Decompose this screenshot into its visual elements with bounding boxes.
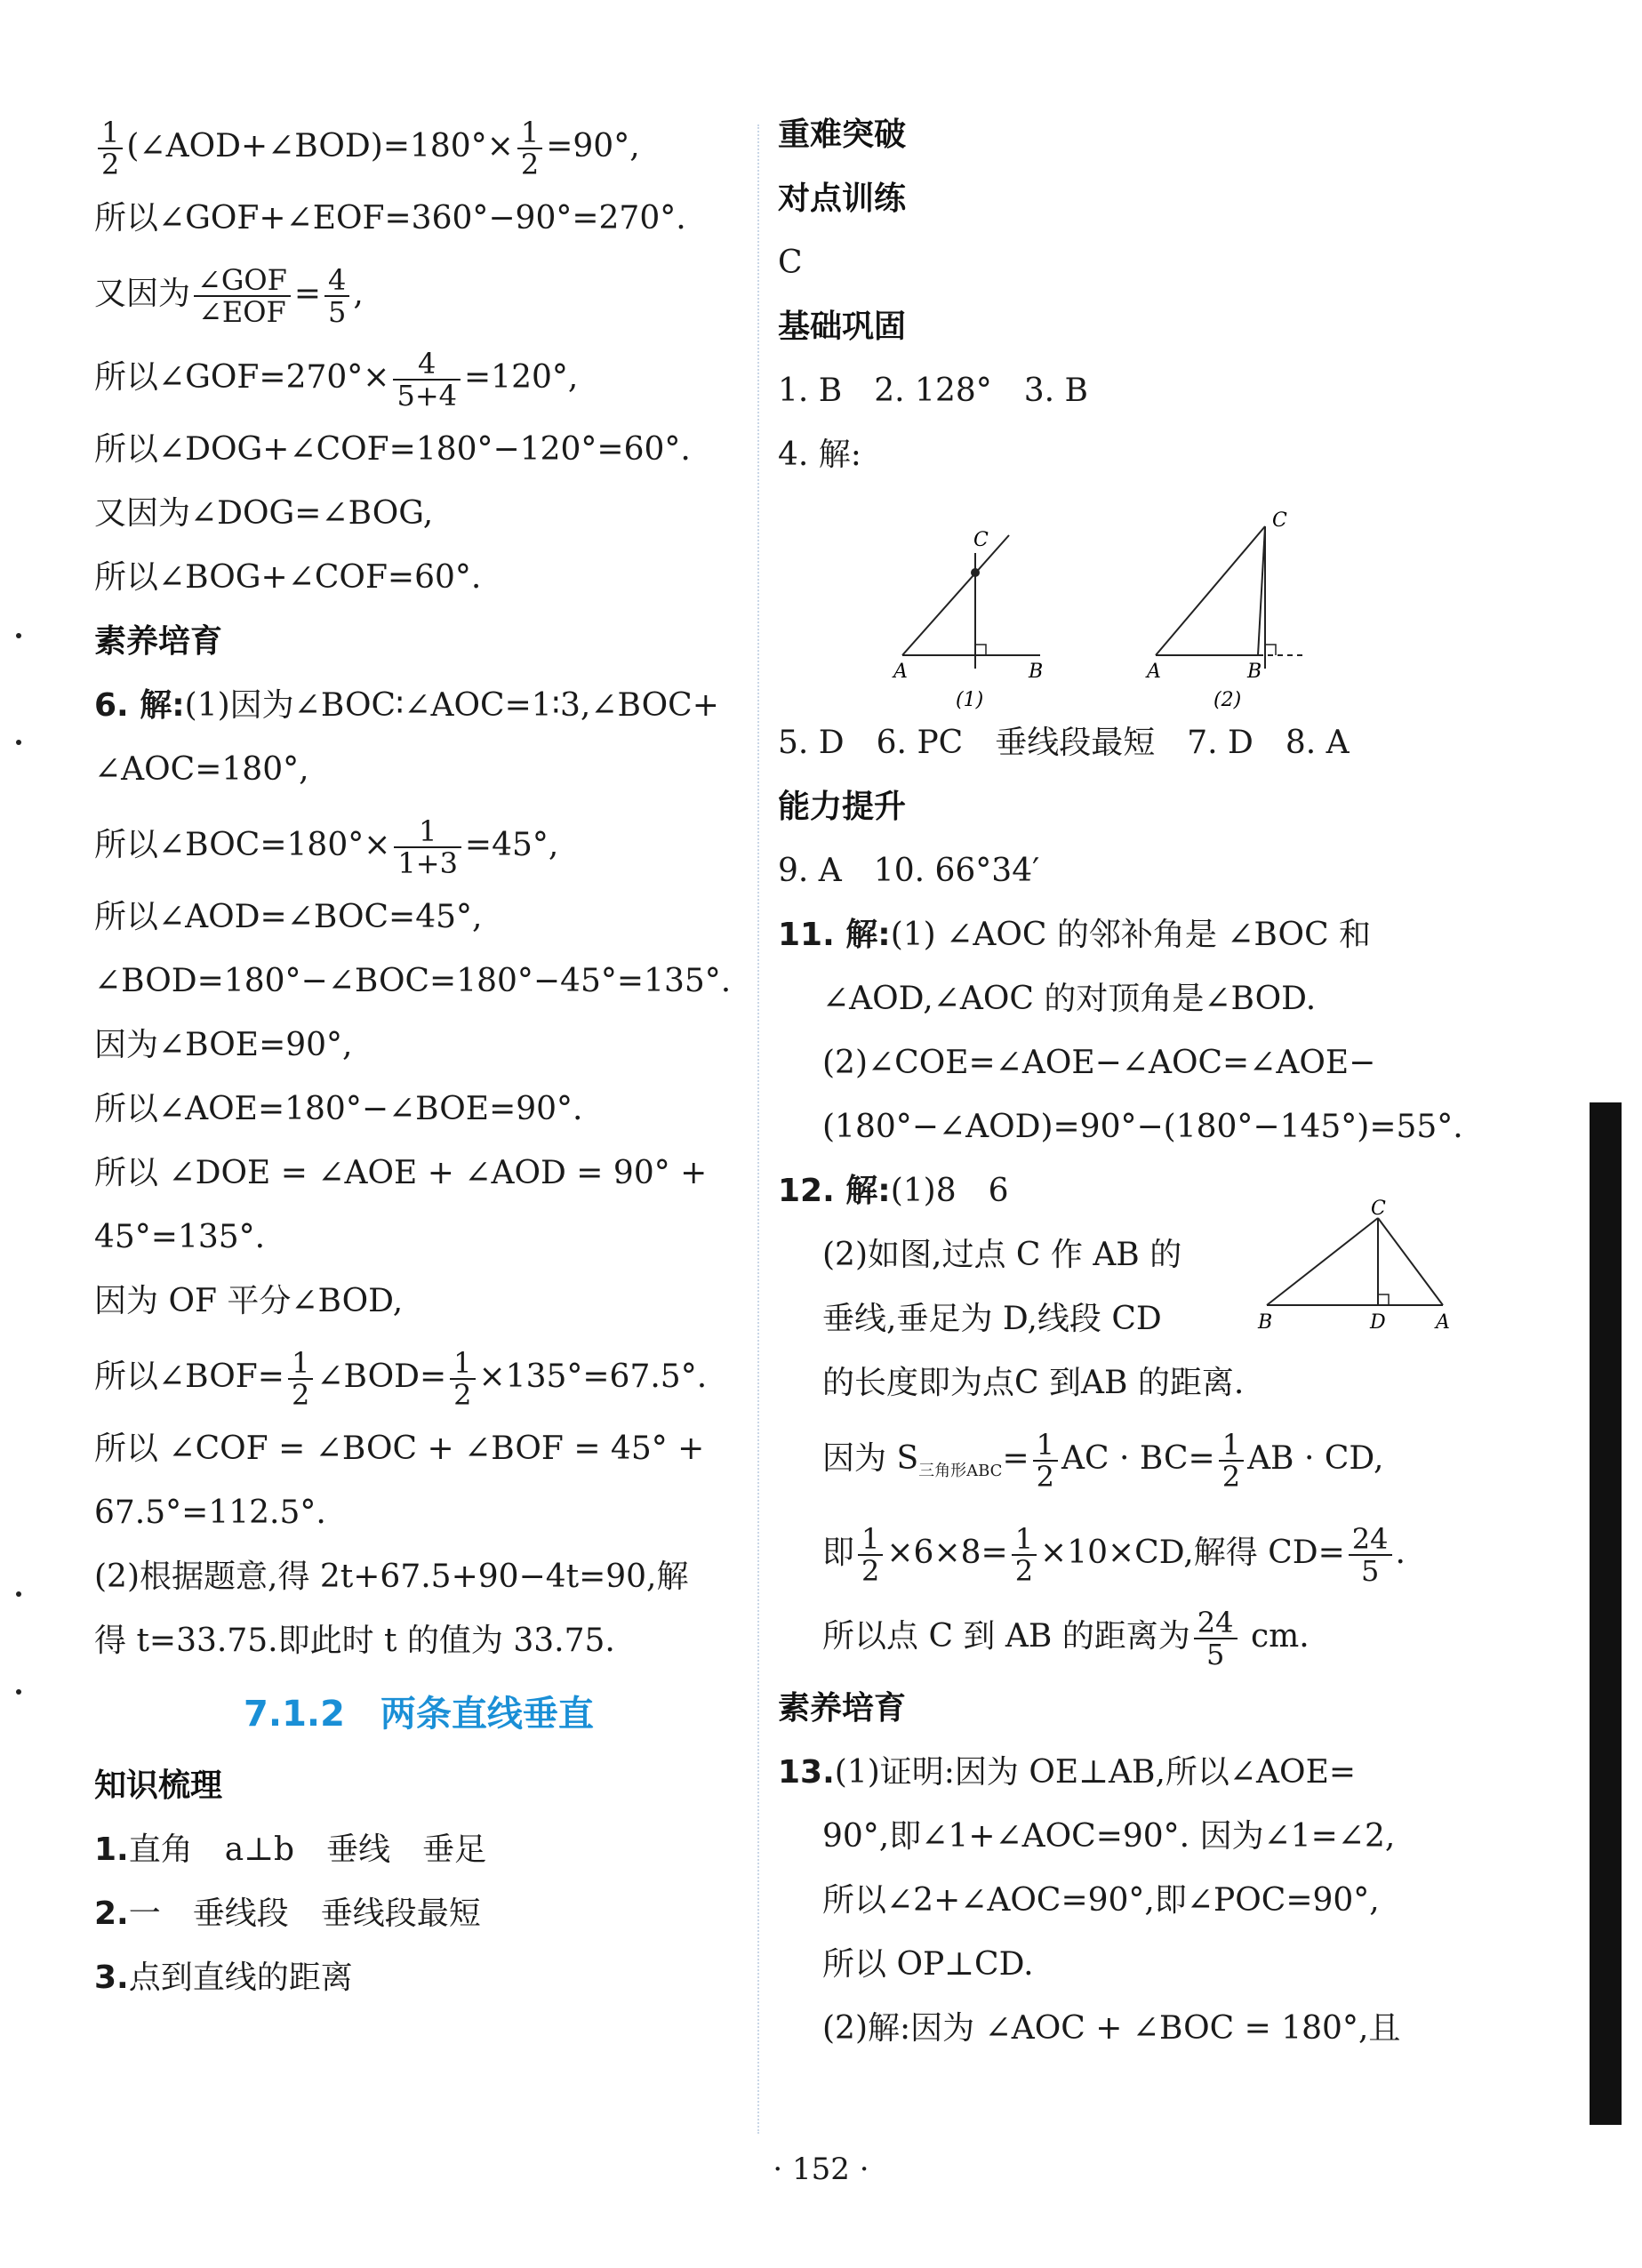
text-line: 90°,即∠1+∠AOC=90°. 因为∠1=∠2, — [822, 1818, 1396, 1855]
left-column — [94, 116, 743, 2023]
fraction: $\frac{1}{2}$ — [1012, 1524, 1037, 1586]
text-line: C — [778, 244, 803, 281]
text-line: 所以 ∠COF = ∠BOC + ∠BOF = 45° + — [94, 1431, 705, 1467]
text-line: 9. A 10. 66°34′ — [778, 853, 1040, 889]
text-line: 所以 OP⊥CD. — [822, 1946, 1034, 1983]
section-heading: 基础巩固 — [778, 309, 907, 345]
page-number: · 152 · — [773, 2152, 869, 2187]
text-line: 5. D 6. PC 垂线段最短 7. D 8. A — [778, 725, 1350, 761]
figure-caption: (2) — [1213, 689, 1242, 711]
text-line: ∠BOD=180°−∠BOC=180°−45°=135°. — [94, 963, 732, 999]
text-line: 所以∠2+∠AOC=90°,即∠POC=90°, — [822, 1882, 1380, 1919]
margin-dot — [16, 740, 21, 745]
fraction: $\frac{1}{2}$ — [517, 117, 542, 180]
section-heading: 素养培育 — [94, 623, 223, 660]
figure-caption: (1) — [956, 689, 984, 711]
label-d: D — [1370, 1311, 1386, 1334]
label-b: B — [1247, 661, 1262, 683]
label-a: A — [1147, 661, 1161, 683]
text-line: 67.5°=112.5°. — [94, 1495, 326, 1531]
text-line: 4. 解: — [778, 437, 861, 473]
text-line: ∠AOD,∠AOC 的对顶角是∠BOD. — [822, 981, 1317, 1017]
section-heading: 知识梳理 — [94, 1767, 223, 1804]
text-line: 11. 解:(1) ∠AOC 的邻补角是 ∠BOC 和 — [778, 917, 1372, 953]
text-line: 所以∠BOF= $\frac{1}{2}$ ∠BOD= $\frac{1}{2}$ ×135°=67.5°. — [94, 1346, 708, 1412]
label-a: A — [893, 661, 908, 683]
text-line: 12. 解:(1)8 6 — [778, 1173, 1009, 1209]
text-line: (180°−∠AOD)=90°−(180°−145°)=55°. — [822, 1109, 1463, 1145]
label-b: B — [1029, 661, 1044, 683]
text-line: 又因为 $\frac{\text{∠GOF}}{\text{∠EOF}}$ = $\frac{4}{5}$ , — [94, 263, 364, 329]
text-line: 所以∠DOG+∠COF=180°−120°=60°. — [94, 431, 691, 468]
text-line: 因为∠BOE=90°, — [94, 1027, 353, 1063]
section-heading: 能力提升 — [778, 789, 907, 825]
text-line: ∠AOC=180°, — [94, 751, 309, 788]
margin-dot — [16, 1689, 21, 1695]
text-line: 所以∠BOG+∠COF=60°. — [94, 559, 482, 596]
fraction: $\frac{\text{∠GOF}}{\text{∠EOF}}$ — [194, 265, 291, 327]
sub-heading: 对点训练 — [778, 180, 907, 217]
fraction: $\frac{24}{5}$ — [1349, 1524, 1392, 1586]
label-c: C — [1272, 509, 1287, 532]
right-column — [778, 116, 1463, 2073]
text-line: 因为 OF 平分∠BOD, — [94, 1283, 404, 1319]
text-line: 得 t=33.75.即此时 t 的值为 33.75. — [94, 1623, 615, 1659]
text-line: 所以∠AOE=180°−∠BOE=90°. — [94, 1091, 583, 1127]
text-line: 所以∠AOD=∠BOC=45°, — [94, 899, 483, 935]
text-line: 1.直角 a⊥b 垂线 垂足 — [94, 1831, 487, 1868]
figure-2 — [1145, 509, 1302, 711]
text-line: 的长度即为点C 到AB 的距离. — [822, 1365, 1245, 1401]
fraction: $\frac{1}{2}$ — [288, 1348, 313, 1410]
fraction: $\frac{1}{2}$ — [1033, 1430, 1058, 1492]
label-c: C — [1371, 1198, 1386, 1220]
fraction: $\frac{24}{5}$ — [1194, 1607, 1238, 1670]
text-line: (2)∠COE=∠AOE−∠AOC=∠AOE− — [822, 1045, 1376, 1081]
text-line: $\frac{1}{2}$ (∠AOD+∠BOD)=180°× $\frac{1}{2}$ =90°, — [94, 116, 743, 180]
fraction: $\frac{1}{2}$ — [98, 117, 123, 180]
figure-1 — [892, 529, 1043, 711]
text-line: 即 $\frac{1}{2}$ ×6×8= $\frac{1}{2}$ ×10×CD,解得 CD= $\frac{24}{5}$ . — [822, 1522, 1406, 1589]
text-line: 1. B 2. 128° 3. B — [778, 373, 1088, 409]
fraction: $\frac{4}{5+4}$ — [393, 349, 461, 411]
fraction: $\frac{1}{2}$ — [1219, 1430, 1244, 1492]
section-heading: 素养培育 — [778, 1690, 907, 1727]
margin-dot — [16, 1591, 21, 1597]
text-line: 所以 ∠DOE = ∠AOE + ∠AOD = 90° + — [94, 1155, 708, 1191]
text-line: 垂线,垂足为 D,线段 CD — [822, 1301, 1162, 1337]
text-line: 45°=135°. — [94, 1219, 266, 1255]
text-line: 6. 解:(1)因为∠BOC∶∠AOC=1∶3,∠BOC+ — [94, 687, 719, 724]
text-line: 所以∠BOC=180°× $\frac{1}{1+3}$ =45°, — [94, 814, 559, 880]
text-line: (2)根据题意,得 2t+67.5+90−4t=90,解 — [94, 1559, 689, 1595]
label-a: A — [1436, 1311, 1450, 1334]
fraction: $\frac{1}{1+3}$ — [394, 816, 461, 878]
margin-dot — [16, 633, 21, 638]
text-line: 所以点 C 到 AB 的距离为 $\frac{24}{5}$ cm. — [822, 1606, 1310, 1672]
fraction: $\frac{1}{2}$ — [858, 1524, 883, 1586]
text-line: 2.一 垂线段 垂线段最短 — [94, 1895, 481, 1932]
label-b: B — [1258, 1311, 1273, 1334]
perpendicular-figures — [778, 500, 1287, 711]
triangle-figure — [1258, 1200, 1462, 1342]
text-line: (2)解:因为 ∠AOC + ∠BOC = 180°,且 — [822, 2010, 1401, 2048]
text-line: 3.点到直线的距离 — [94, 1959, 353, 1996]
text-line: 又因为∠DOG=∠BOG, — [94, 495, 434, 532]
label-c: C — [973, 529, 989, 551]
section-title: 7.1.2 两条直线垂直 — [244, 1694, 594, 1735]
column-divider — [757, 124, 759, 2134]
fraction: $\frac{1}{2}$ — [450, 1348, 475, 1410]
q12-block — [778, 1198, 1458, 1403]
section-heading: 重难突破 — [778, 116, 907, 153]
text-line: 所以∠GOF=270°× $\frac{4}{5+4}$ =120°, — [94, 347, 579, 413]
text-line: 因为 $S_{三角形ABC}=$ $\frac{1}{2}$ AC · BC= $\frac{1}{2}$ AB · CD, — [822, 1428, 1384, 1494]
scan-edge-shadow — [1590, 1102, 1622, 2125]
fraction: $\frac{4}{5}$ — [324, 265, 349, 327]
text-line: (2)如图,过点 C 作 AB 的 — [822, 1237, 1182, 1273]
text-line: 13.(1)证明:因为 OE⊥AB,所以∠AOE= — [778, 1754, 1357, 1791]
text-line: 所以∠GOF+∠EOF=360°−90°=270°. — [94, 200, 686, 236]
